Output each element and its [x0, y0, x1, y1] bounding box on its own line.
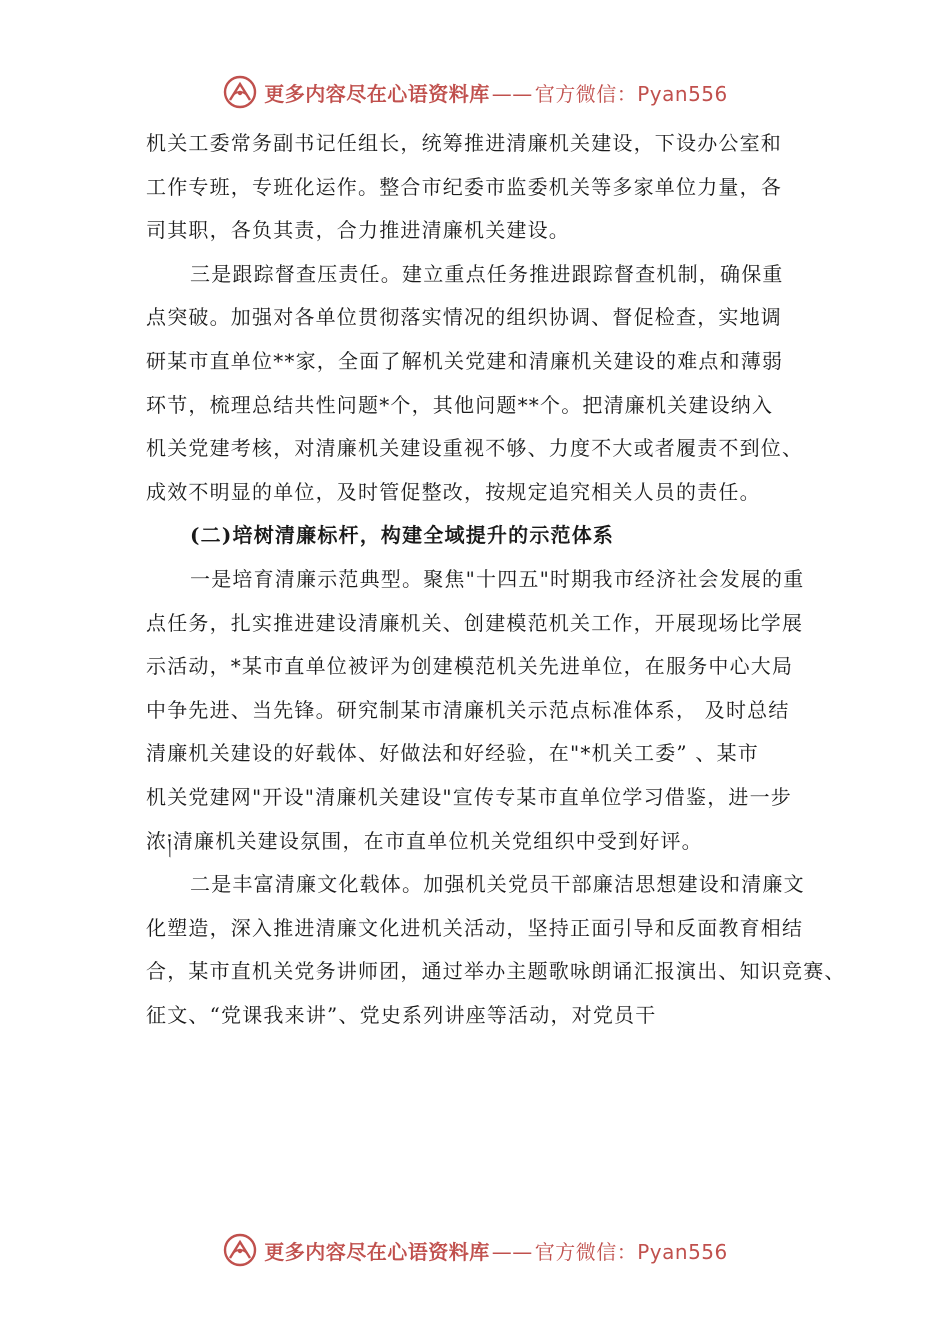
- paragraph-line: 成效不明显的单位，及时管促整改，按规定追究相关人员的责任。: [146, 479, 761, 504]
- library-logo-icon: [222, 74, 258, 110]
- paragraph-line: 研某市直单位**家，全面了解机关党建和清廉机关建设的难点和薄弱: [146, 348, 784, 373]
- paragraph-line: 二是丰富清廉文化载体。加强机关党员干部廉洁思想建设和清廉文: [190, 872, 805, 897]
- banner-separator: ——: [491, 81, 533, 106]
- paragraph-line: 机关党建网"开设"清廉机关建设"宣传专某市直单位学习借鉴，进一步: [146, 784, 792, 809]
- paragraph-line: 合，某市直机关党务讲师团，通过举办主题歌咏朗诵汇报演出、知识竞赛、: [146, 959, 846, 984]
- banner-wechat: Pyan556: [637, 81, 728, 106]
- paragraph-line: 浓༏清廉机关建设氛围，在市直单位机关党组织中受到好评。: [146, 828, 703, 853]
- paragraph-line: 司其职，各负其责，合力推进清廉机关建设。: [146, 218, 570, 243]
- paragraph-line: 中争先进、当先锋。研究制某市清廉机关示范点标准体系， 及时总结: [146, 697, 790, 722]
- paragraph-line: 一是培育清廉示范典型。聚焦"十四五"时期我市经济社会发展的重: [190, 566, 805, 591]
- document-body: [146, 122, 846, 1037]
- banner-label: 官方微信：: [534, 1239, 638, 1264]
- banner-name: 更多内容尽在心语资料库: [264, 81, 490, 106]
- paragraph-line: 点突破。加强对各单位贯彻落实情况的组织协调、督促检查，实地调: [146, 305, 782, 330]
- paragraph-line: 化塑造，深入推进清廉文化进机关活动，坚持正面引导和反面教育相结: [146, 915, 804, 940]
- footer-banner: [0, 1230, 950, 1270]
- header-banner: [0, 72, 950, 112]
- paragraph-line: 机关工委常务副书记任组长，统筹推进清廉机关建设，下设办公室和: [146, 131, 782, 155]
- banner-separator: ——: [491, 1239, 533, 1264]
- paragraph-line: 机关党建考核，对清廉机关建设重视不够、力度不大或者履责不到位、: [146, 436, 804, 461]
- paragraph-line: 三是跟踪督查压责任。建立重点任务推进跟踪督查机制，确保重: [190, 261, 784, 286]
- banner-text: [264, 78, 728, 107]
- paragraph-line: 清廉机关建设的好载体、好做法和好经验，在"*机关工委” 、某市: [146, 741, 759, 766]
- paragraph-line: 示活动，*某市直单位被评为创建模范机关先进单位，在服务中心大局: [146, 654, 794, 679]
- library-logo-icon: [222, 1232, 258, 1268]
- section-heading: (二)培树清廉标杆，构建全域提升的示范体系: [190, 523, 615, 548]
- banner-name: 更多内容尽在心语资料库: [264, 1239, 490, 1264]
- paragraph-line: 点任务，扎实推进建设清廉机关、创建模范机关工作，开展现场比学展: [146, 610, 804, 635]
- banner-text: [264, 1236, 728, 1265]
- paragraph-line: 征文、“党课我来讲”、党史系列讲座等活动，对党员干: [146, 1002, 657, 1027]
- banner-wechat: Pyan556: [637, 1239, 728, 1264]
- paragraph-line: 工作专班，专班化运作。整合市纪委市监委机关等多家单位力量，各: [146, 174, 782, 199]
- paragraph-line: 环节，梳理总结共性问题*个，其他问题**个。把清廉机关建设纳入: [146, 392, 774, 417]
- banner-label: 官方微信：: [534, 81, 638, 106]
